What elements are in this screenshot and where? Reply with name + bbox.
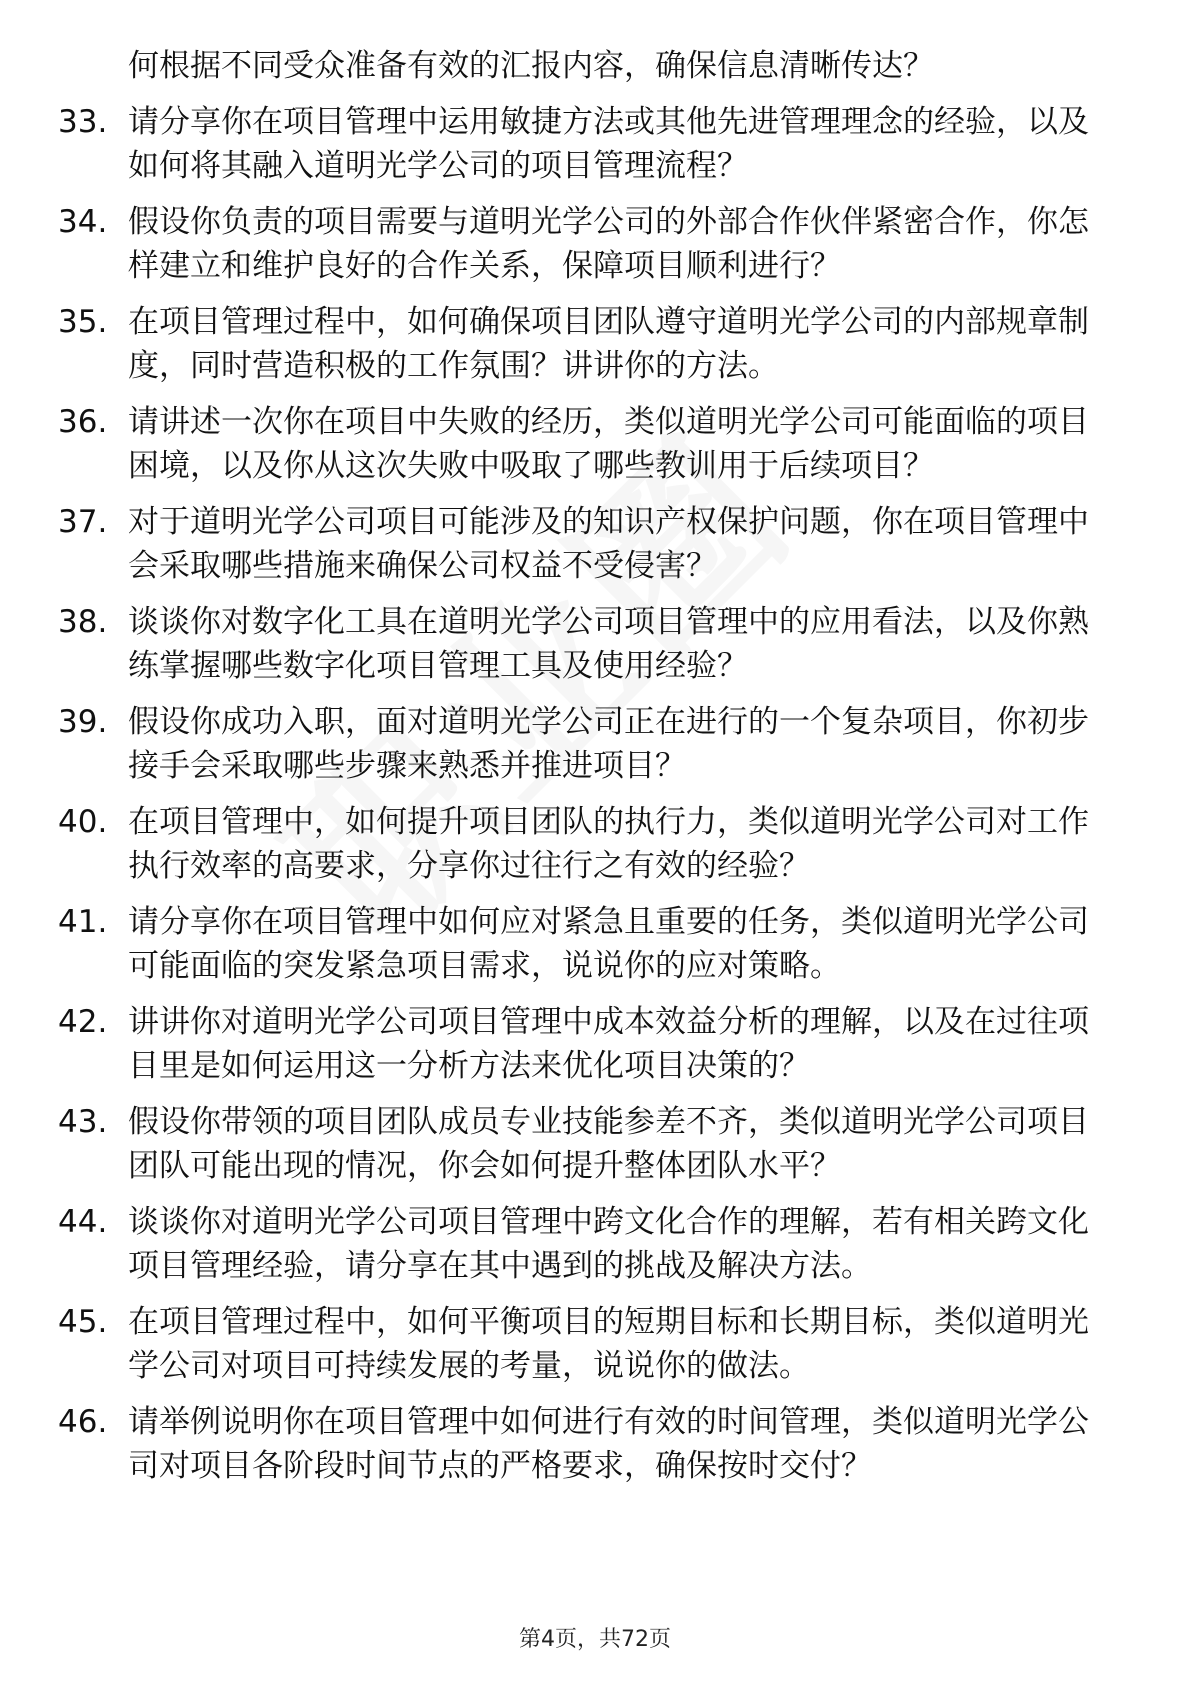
question-text: 假设你成功入职，面对道明光学公司正在进行的一个复杂项目，你初步接手会采取哪些步骤来熟悉并推进项目？ (128, 704, 1089, 784)
question-item (58, 100, 1118, 188)
question-text: 谈谈你对数字化工具在道明光学公司项目管理中的应用看法，以及你熟练掌握哪些数字化项目管理工具及使用经验？ (128, 604, 1089, 684)
question-text: 请分享你在项目管理中运用敏捷方法或其他先进管理理念的经验，以及如何将其融入道明光学公司的项目管理流程？ (128, 104, 1089, 184)
question-number: 34. (58, 204, 108, 240)
question-item (58, 1400, 1118, 1488)
continued-question-text: 何根据不同受众准备有效的汇报内容，确保信息清晰传达？ (128, 48, 934, 84)
question-item (58, 1000, 1118, 1088)
question-number: 44. (58, 1204, 108, 1240)
question-text: 谈谈你对道明光学公司项目管理中跨文化合作的理解，若有相关跨文化项目管理经验，请分享在其中遇到的挑战及解决方法。 (128, 1204, 1089, 1284)
question-number: 35. (58, 304, 108, 340)
question-number: 42. (58, 1004, 108, 1040)
question-text: 在项目管理中，如何提升项目团队的执行力，类似道明光学公司对工作执行效率的高要求，分享你过往行之有效的经验？ (128, 804, 1089, 884)
question-text: 请讲述一次你在项目中失败的经历，类似道明光学公司可能面临的项目困境，以及你从这次失败中吸取了哪些教训用于后续项目？ (128, 404, 1089, 484)
question-number: 38. (58, 604, 108, 640)
question-text: 请举例说明你在项目管理中如何进行有效的时间管理，类似道明光学公司对项目各阶段时间节点的严格要求，确保按时交付？ (128, 1404, 1089, 1484)
question-item (58, 500, 1118, 588)
question-number: 43. (58, 1104, 108, 1140)
question-number: 46. (58, 1404, 108, 1440)
question-number: 33. (58, 104, 108, 140)
question-item (58, 400, 1118, 488)
question-list (58, 44, 1118, 1500)
question-item (58, 800, 1118, 888)
question-number: 37. (58, 504, 108, 540)
question-item (58, 1300, 1118, 1388)
question-item (58, 300, 1118, 388)
question-item (58, 900, 1118, 988)
question-number: 36. (58, 404, 108, 440)
question-number: 40. (58, 804, 108, 840)
question-item (58, 200, 1118, 288)
question-text: 讲讲你对道明光学公司项目管理中成本效益分析的理解，以及在过往项目里是如何运用这一分析方法来优化项目决策的？ (128, 1004, 1089, 1084)
question-text: 假设你带领的项目团队成员专业技能参差不齐，类似道明光学公司项目团队可能出现的情况，你会如何提升整体团队水平？ (128, 1104, 1089, 1184)
question-text: 对于道明光学公司项目可能涉及的知识产权保护问题，你在项目管理中会采取哪些措施来确保公司权益不受侵害？ (128, 504, 1089, 584)
question-item (58, 1100, 1118, 1188)
question-text: 在项目管理过程中，如何平衡项目的短期目标和长期目标，类似道明光学公司对项目可持续发展的考量，说说你的做法。 (128, 1304, 1089, 1384)
page-footer: 第4页，共72页 (519, 1627, 671, 1652)
question-text: 假设你负责的项目需要与道明光学公司的外部合作伙伴紧密合作，你怎样建立和维护良好的合作关系，保障项目顺利进行？ (128, 204, 1089, 284)
question-item (58, 600, 1118, 688)
question-item (58, 700, 1118, 788)
question-number: 41. (58, 904, 108, 940)
question-item (58, 1200, 1118, 1288)
question-number: 39. (58, 704, 108, 740)
question-text: 在项目管理过程中，如何确保项目团队遵守道明光学公司的内部规章制度，同时营造积极的工作氛围？讲讲你的方法。 (128, 304, 1089, 384)
question-text: 请分享你在项目管理中如何应对紧急且重要的任务，类似道明光学公司可能面临的突发紧急项目需求，说说你的应对策略。 (128, 904, 1089, 984)
question-number: 45. (58, 1304, 108, 1340)
